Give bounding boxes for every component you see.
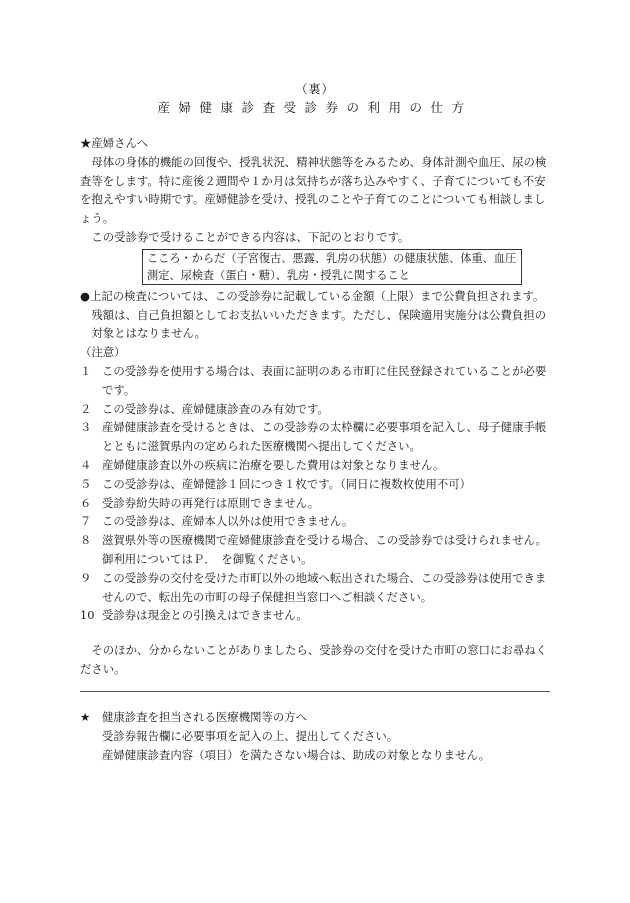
- note-text: この受診券は、産婦健診１回につき１枚です。（同日に複数枚使用不可）: [102, 476, 472, 491]
- closing-paragraph: そのほか、分からないことがありましたら、受診券の交付を受けた市町の窓口にお尋ねください。: [80, 643, 548, 676]
- medical-section-heading: 健康診査を担当される医療機関等の方へ: [102, 710, 308, 724]
- note-number: ８: [80, 533, 92, 548]
- note-text: 受診券は現金との引換えはできません。: [102, 608, 308, 623]
- page-title: 産婦健康診査受診券の利用の仕方: [157, 100, 473, 115]
- public-funding-note: ●上記の検査については、この受診券に記載している金額（上限）まで公費負担されます。残額は、自己負担額としてお支払いいただきます。ただし、保険適用実施分は公費負担の対象とはなりません。: [80, 288, 547, 341]
- note-number: ４: [80, 457, 92, 472]
- main-content: [80, 134, 552, 679]
- note-item: [80, 569, 552, 607]
- note-item: [80, 400, 552, 419]
- note-number: ３: [80, 420, 92, 435]
- section-divider: [80, 691, 550, 692]
- medical-instruction-2: 産婦健康診査内容（項目）を満たさない場合は、助成の対象となりません。: [102, 747, 490, 762]
- section-heading-mothers: ★産婦さんへ: [80, 136, 149, 150]
- page-side-label: （裏）: [295, 82, 335, 96]
- note-number: １: [80, 363, 92, 378]
- coverage-lead: この受診券で受けることができる内容は、下記のとおりです。: [91, 229, 410, 244]
- note-item: [80, 362, 552, 400]
- star-icon: ★: [80, 710, 91, 724]
- note-text: この受診券を使用する場合は、表面に証明のある市町に住民登録されていることが必要です。: [102, 363, 547, 397]
- medical-instruction-1: 受診券報告欄に必要事項を記入の上、提出してください。: [102, 728, 399, 743]
- note-number: 10: [80, 608, 95, 623]
- note-number: ９: [80, 570, 92, 585]
- note-text: この受診券は、産婦健康診査のみ有効です。: [102, 401, 329, 416]
- note-item: [80, 418, 552, 456]
- note-item: [80, 512, 552, 531]
- note-item: [80, 456, 552, 475]
- note-text: 産婦健康診査以外の疾病に治療を要した費用は対象となりません。: [102, 457, 445, 472]
- note-number: ５: [80, 476, 92, 491]
- note-text: 受診券紛失時の再発行は原則できません。: [102, 495, 320, 510]
- note-number: ７: [80, 514, 92, 529]
- note-text: 滋賀県外等の医療機関で産婦健康診査を受ける場合、この受診券では受けられません。御利用についてはＰ． を御覧ください。: [102, 533, 547, 566]
- medical-institution-section: [80, 708, 560, 764]
- note-text: この受診券の交付を受けた市町以外の地域へ転出された場合、この受診券は使用できませんので、転出先の市町の母子保健担当窓口へご相談ください。: [102, 570, 547, 604]
- note-number: ２: [80, 401, 92, 416]
- note-item: [80, 606, 552, 625]
- note-number: ６: [80, 495, 92, 510]
- notes-heading: （注意）: [80, 345, 126, 360]
- checkup-items-box: こころ・からだ（子宮復古、悪露、乳房の状態）の健康状態、体重、血圧測定、尿検査（蛋白・糖）、乳房・授乳に関すること: [142, 249, 522, 285]
- note-text: この受診券は、産婦本人以外は使用できません。: [102, 514, 354, 529]
- note-item: [80, 531, 552, 569]
- note-item: [80, 494, 552, 513]
- note-item: [80, 475, 552, 494]
- note-text: 産婦健康診査を受けるときは、この受診券の太枠欄に必要事項を記入し、母子健康手帳とともに滋賀県内の定められた医療機関へ提出してください。: [102, 420, 547, 454]
- intro-paragraph: 母体の身体的機能の回復や、授乳状況、精神状態等をみるため、身体計測や血圧、尿の検査等をします。特に産後２週間や１か月は気持ちが落ち込みやすく、子育てについても不安を抱えやすい時期です。産婦健診を受け、授乳のことや子育てのことについても相談しましょう。: [80, 154, 547, 226]
